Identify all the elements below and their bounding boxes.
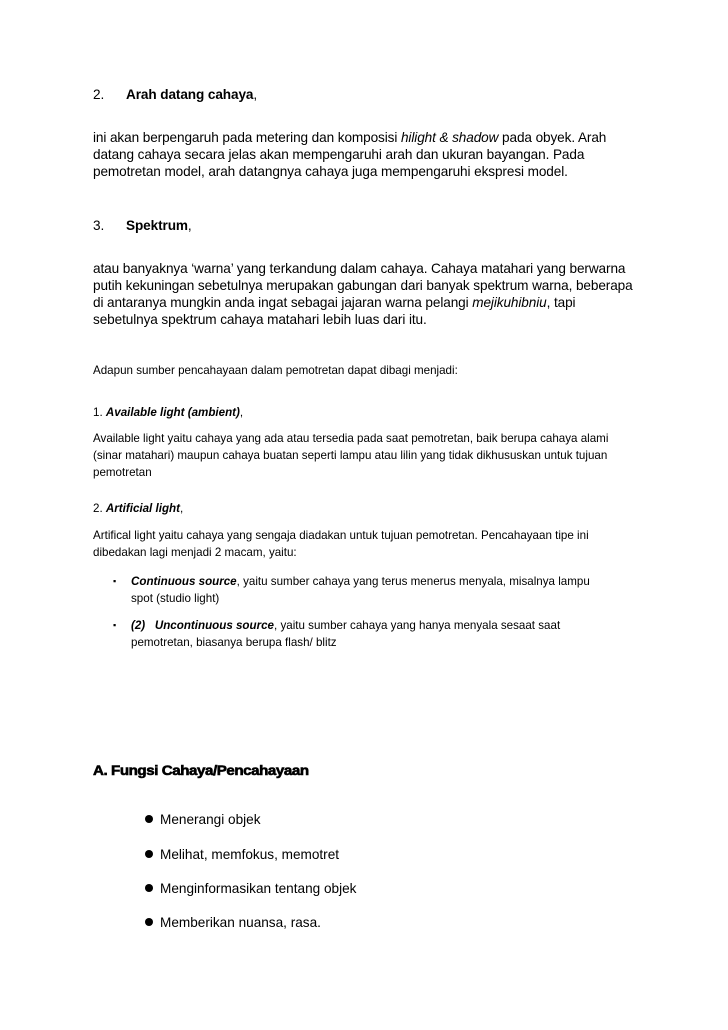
body-italic-term: mejikuhibniu <box>472 295 547 310</box>
section-title-suffix: , <box>179 502 184 515</box>
section-number: 2. <box>93 502 106 515</box>
body-italic-term: hilight & shadow <box>400 130 499 145</box>
body-text: Available light yaitu cahaya yang ada atau tersedia pada saat pemotretan, baik berupa cahaya alami <box>93 432 609 445</box>
body-text: datang cahaya secara jelas akan mempengaruhi arah dan ukuran bayangan. Pada <box>93 147 585 162</box>
round-bullet-icon <box>145 850 153 858</box>
section-spektrum-body <box>93 260 693 328</box>
section-title: Spektrum <box>126 218 188 233</box>
list-item-prefix: (2) <box>131 619 155 632</box>
artificial-light-heading <box>93 500 653 517</box>
fungsi-item: Melihat, memfokus, memotret <box>160 847 340 862</box>
section-arah-body <box>93 129 693 180</box>
section-number: 3. <box>93 218 105 233</box>
artificial-light-body <box>93 527 693 561</box>
section-title: Arah datang cahaya <box>126 87 254 102</box>
body-text: spot (studio light) <box>131 592 220 605</box>
list-item-title: Continuous source <box>131 575 237 588</box>
round-bullet-icon <box>145 884 153 892</box>
round-bullet-icon <box>145 815 153 823</box>
section-title: Available light (ambient) <box>105 406 240 419</box>
square-bullet-icon: ▪ <box>113 576 117 586</box>
round-bullet-icon <box>145 918 153 926</box>
square-bullet-icon: ▪ <box>113 620 117 630</box>
list-item-uncontinuous-source <box>131 617 631 651</box>
section-title-suffix: , <box>187 218 192 233</box>
body-text: , yaitu sumber cahaya yang terus menerus menyala, misalnya lampu <box>236 575 590 588</box>
intro-sumber: Adapun sumber pencahayaan dalam pemotretan dapat dibagi menjadi: <box>93 364 458 377</box>
list-item-title: Uncontinuous source <box>154 619 275 632</box>
body-text: pemotretan, biasanya berupa flash/ blitz <box>131 636 337 649</box>
section-title: Artificial light <box>105 502 180 515</box>
section-title-suffix: , <box>239 406 244 419</box>
body-text: (sinar matahari) maupun cahaya buatan seperti lampu atau lilin yang tidak dikhususkan untuk tujuan <box>93 449 608 462</box>
body-text: di antaranya mungkin anda ingat sebagai jajaran warna pelangi <box>93 295 473 310</box>
body-text: ini akan berpengaruh pada metering dan komposisi <box>93 130 401 145</box>
available-light-body <box>93 430 693 481</box>
body-text: pada obyek. Arah <box>498 130 607 145</box>
body-text: , yaitu sumber cahaya yang hanya menyala sesaat saat <box>274 619 561 632</box>
available-light-heading <box>93 404 653 421</box>
fungsi-item: Menerangi objek <box>160 812 261 827</box>
body-text: dibedakan lagi menjadi 2 macam, yaitu: <box>93 546 297 559</box>
body-text: atau banyaknya ‘warna’ yang terkandung dalam cahaya. Cahaya matahari yang berwarna <box>93 261 626 276</box>
fungsi-item: Memberikan nuansa, rasa. <box>160 915 321 930</box>
section-number: 2. <box>93 87 105 102</box>
fungsi-heading: A. Fungsi Cahaya/Pencahayaan <box>93 762 309 778</box>
body-text: pemotretan <box>93 466 152 479</box>
section-number: 1. <box>93 406 106 419</box>
list-item-continuous-source <box>131 573 631 607</box>
body-text: , tapi <box>546 295 576 310</box>
body-text: pemotretan model, arah datangnya cahaya juga mempengaruhi ekspresi model. <box>93 164 568 179</box>
body-text: sebetulnya spektrum cahaya matahari lebih luas dari itu. <box>93 312 427 327</box>
section-title-suffix: , <box>253 87 258 102</box>
section-arah-heading <box>93 86 653 103</box>
body-text: putih kekuningan sebetulnya merupakan gabungan dari banyak spektrum warna, beberapa <box>93 278 633 293</box>
fungsi-item: Menginformasikan tentang objek <box>160 881 357 896</box>
body-text: Artifical light yaitu cahaya yang sengaja diadakan untuk tujuan pemotretan. Pencahayaan tipe ini <box>93 529 589 542</box>
section-spektrum-heading <box>93 217 653 234</box>
